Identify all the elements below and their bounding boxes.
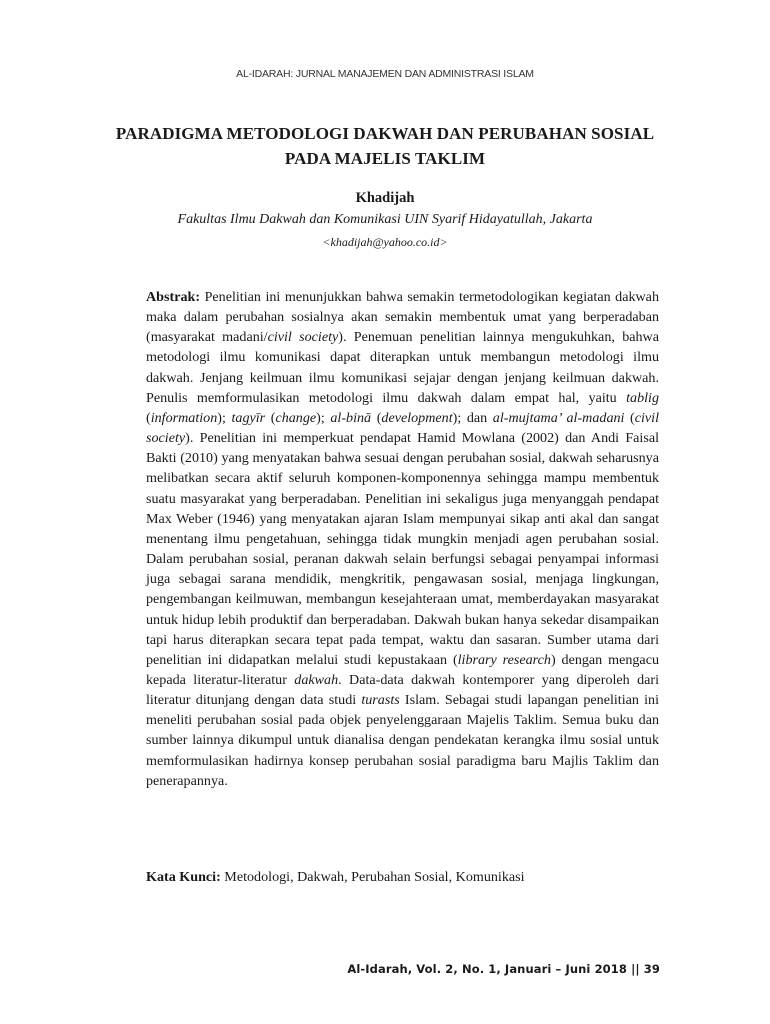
abstract-term: dakwah: [294, 671, 339, 688]
author-name: Khadijah: [355, 190, 415, 206]
author-affiliation: Fakultas Ilmu Dakwah dan Komunikasi UIN Syarif Hidayatullah, Jakarta: [177, 212, 593, 227]
abstract-term: turasts: [361, 692, 400, 709]
abstract-text: );: [217, 409, 232, 426]
abstract-text: Islam. Sebagai studi lapangan penelitian ini meneliti perubahan sosial pada objek penyelenggaraan Majelis Taklim. Semua buku dan sumber lainnya dikumpul untuk dianalisa dengan pendekatan kerangka ilmu sosial untuk memformulasikan hadirnya konsep perubahan sosial paradigma baru Majlis Taklim dan penerapannya.: [146, 692, 659, 789]
author-email: <khadijah@yahoo.co.id>: [322, 235, 448, 249]
abstract: [146, 287, 659, 791]
abstract-term: library research: [457, 651, 551, 668]
abstract-text: );: [316, 409, 331, 426]
abstract-label: Abstrak:: [146, 289, 201, 305]
abstract-term: tagyīr: [231, 409, 266, 426]
abstract-text: Penelitian ini menunjukkan bahwa semakin termetodologikan kegiatan dakwah maka dalam perubahan sosialnya akan semakin membentuk umat yang berperadaban (masyarakat madani/: [146, 289, 659, 346]
abstract-term: change: [275, 409, 317, 426]
keywords: [146, 869, 659, 886]
abstract-term: civil society: [146, 409, 660, 447]
abstract-text: (: [265, 409, 276, 426]
abstract-term: al-mujtama’ al-madani: [492, 409, 625, 426]
abstract-term: al-binā: [330, 409, 372, 426]
abstract-text: (: [371, 409, 382, 426]
abstract-text: . Data-data dakwah kontemporer yang diperoleh dari literatur ditunjang dengan data studi: [146, 671, 659, 709]
abstract-text: ) dengan mengacu kepada literatur-literatur: [146, 651, 659, 688]
abstract-term: information: [150, 409, 218, 426]
keywords-label: Kata Kunci:: [146, 869, 221, 885]
abstract-text: (: [624, 409, 635, 426]
abstract-text: ). Penelitian ini memperkuat pendapat Hamid Mowlana (2002) dan Andi Faisal Bakti (2010) yang menyatakan bahwa sesuai dengan perubahan sosial, dakwah seharusnya melibatkan secara aktif seluruh komponen-komponennya sehingga mampu membentuk suatu masyarakat yang berperadaban. Penelitian ini sekaligus juga menyanggah pendapat Max Weber (1946) yang menyatakan ajaran Islam mempunyai sikap anti akal dan sangat menentang ilmu pengetahuan, sehingga tidak mungkin menjadi agen perubahan sosial. Dalam perubahan sosial, peranan dakwah selain berfungsi sebagai penyampai informasi juga sebagai sarana mendidik, mengkritik, pengawasan sosial, menjaga lingkungan, pengembangan keilmuwan, membangun kesejahteraan umat, memberdayakan masyarakat untuk hidup lebih produktif dan berperadaban. Dakwah bukan hanya sekedar disampaikan tapi harus diterapkan secara tepat pada tempat, waktu dan sasaran. Sumber utama dari penelitian ini didapatkan melalui studi kepustakaan (: [146, 430, 659, 668]
abstract-term: tablig: [626, 389, 659, 406]
page-footer: Al-Idarah, Vol. 2, No. 1, Januari – Juni 2018 || 39: [347, 962, 660, 976]
abstract-term: development: [381, 409, 453, 426]
abstract-text: ); dan: [452, 409, 493, 426]
keywords-text: Metodologi, Dakwah, Perubahan Sosial, Komunikasi: [220, 869, 525, 885]
abstract-term: civil society: [267, 329, 339, 346]
abstract-text: (: [146, 409, 151, 426]
running-header: AL-IDARAH: JURNAL MANAJEMEN DAN ADMINISTRASI ISLAM: [236, 68, 534, 80]
abstract-text: ). Penemuan penelitian lainnya mengukuhkan, bahwa metodologi ilmu komunikasi dapat diterapkan untuk membangun metodologi ilmu dakwah. Jenjang keilmuan ilmu komunikasi sejajar dengan jenjang keilmuan dakwah. Penulis memformulasikan metodologi ilmu dakwah dalam empat hal, yaitu: [146, 329, 659, 406]
article-title: PARADIGMA METODOLOGI DAKWAH DAN PERUBAHAN SOSIAL PADA MAJELIS TAKLIM: [115, 124, 655, 168]
